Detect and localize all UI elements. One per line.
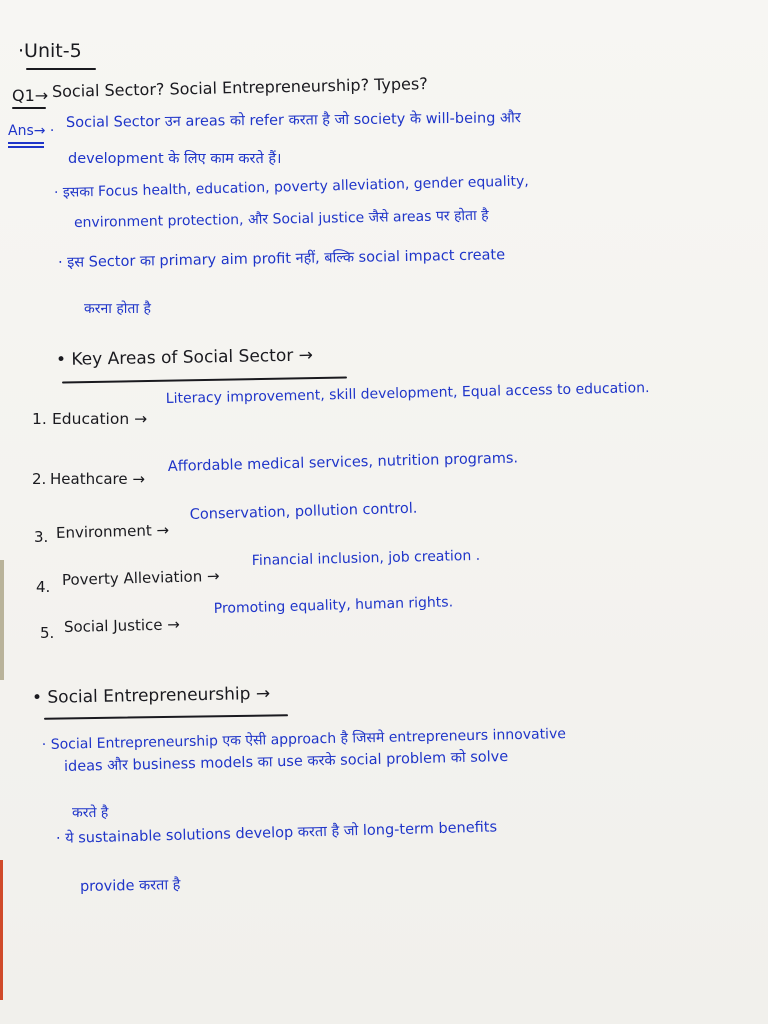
page-edge-shadow xyxy=(0,560,4,680)
answer-label-underline xyxy=(8,142,44,144)
se-bullet-2-line-2: provide करता है xyxy=(79,877,181,895)
answer-line-1: Social Sector उन areas को refer करता है जो society के will-being और xyxy=(65,110,521,131)
se-bullet-2-line-1: · ये sustainable solutions develop करता है जो long-term benefits xyxy=(55,819,498,847)
key-area-desc: Conservation, pollution control. xyxy=(189,500,418,523)
key-area-title: Poverty Alleviation → xyxy=(61,566,220,589)
key-area-title: Education → xyxy=(52,410,148,428)
answer-label-underline-2 xyxy=(8,146,44,148)
key-area-desc: Affordable medical services, nutrition programs. xyxy=(167,450,519,475)
social-entrepreneurship-heading: • Social Entrepreneurship → xyxy=(31,683,271,708)
aim-bullet-line-2: करना होता है xyxy=(84,301,151,317)
answer-line-2: development के लिए काम करते हैं। xyxy=(68,151,282,167)
focus-bullet-line-1: · इसका Focus health, education, poverty alleviation, gender equality, xyxy=(53,173,529,201)
key-area-desc: Promoting equality, human rights. xyxy=(213,594,454,617)
key-area-desc: Literacy improvement, skill development, Equal access to education. xyxy=(165,380,650,407)
key-area-title: Heathcare → xyxy=(50,470,145,488)
key-area-number: 2. xyxy=(32,470,47,488)
unit-underline xyxy=(26,68,96,70)
se-bullet-1-line-1: · Social Entrepreneurship एक ऐसी approach है जिसमे entrepreneurs innovative xyxy=(41,726,567,753)
answer-label: Ans→ · xyxy=(8,123,55,139)
aim-bullet-line-1: · इस Sector का primary aim profit नहीं, बल्कि social impact create xyxy=(57,247,506,271)
key-area-title: Social Justice → xyxy=(63,615,181,636)
key-area-number: 3. xyxy=(34,528,49,546)
key-areas-heading: • Key Areas of Social Sector → xyxy=(55,345,314,370)
unit-heading: ·Unit-5 xyxy=(18,40,82,62)
se-bullet-1-line-2: ideas और business models का use करके social problem को solve xyxy=(63,748,509,775)
question-label: Q1→ xyxy=(12,86,49,105)
focus-bullet-line-2: environment protection, और Social justice जैसे areas पर होता है xyxy=(73,207,489,231)
key-area-title: Environment → xyxy=(55,521,170,542)
key-area-number: 5. xyxy=(40,624,55,642)
social-entrepreneurship-underline xyxy=(44,714,288,719)
page-edge-stripe xyxy=(0,860,3,1000)
se-bullet-1-line-3: करते है xyxy=(72,805,109,821)
question-label-underline xyxy=(12,107,46,109)
key-areas-underline xyxy=(62,377,347,383)
key-area-desc: Financial inclusion, job creation . xyxy=(251,547,481,569)
question-text: Social Sector? Social Entrepreneurship? Types? xyxy=(51,74,428,101)
key-area-number: 4. xyxy=(36,578,51,596)
key-area-number: 1. xyxy=(32,410,47,428)
